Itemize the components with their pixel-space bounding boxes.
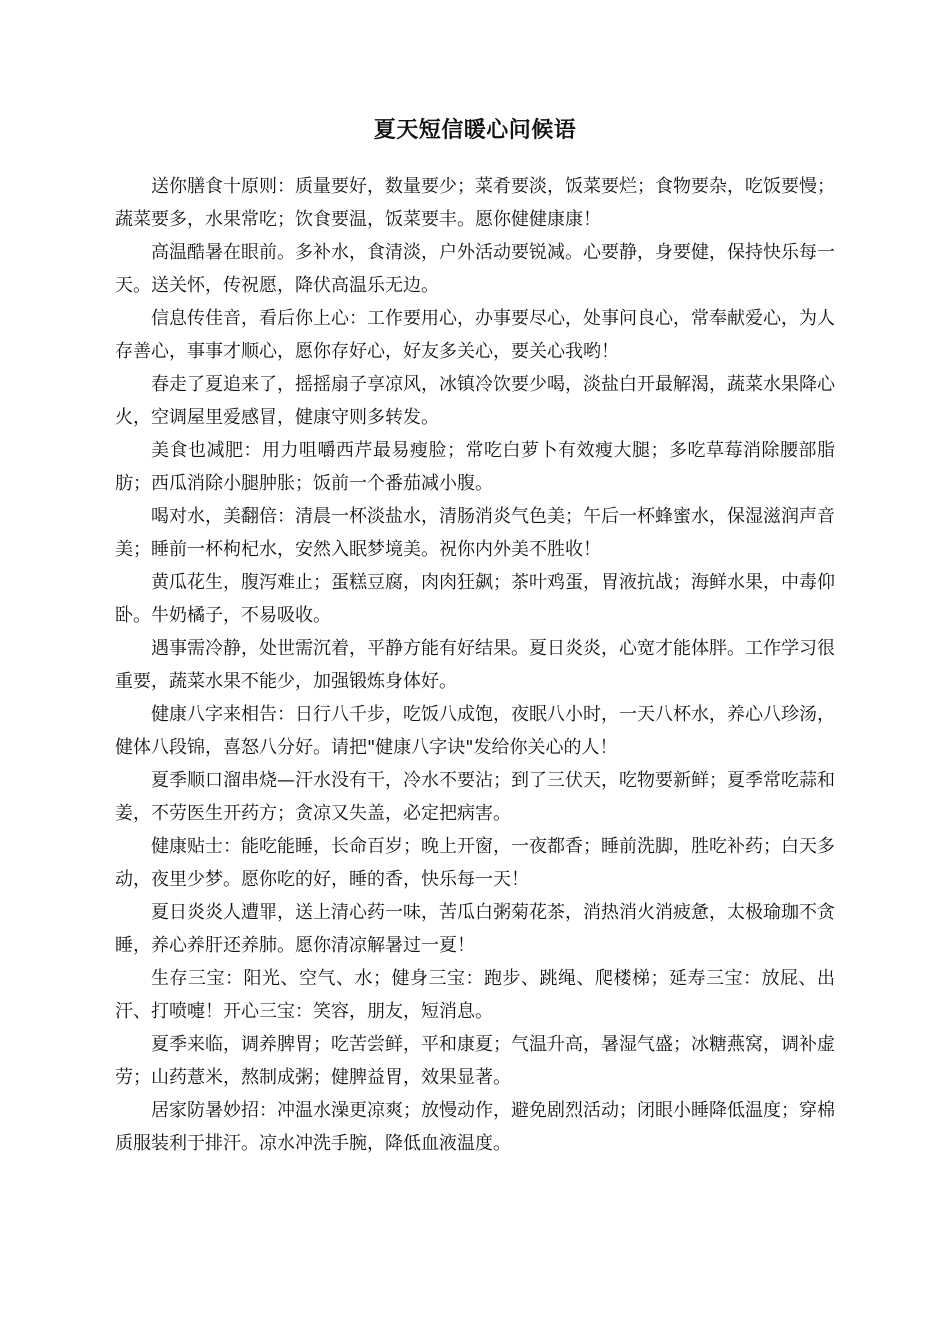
paragraph: 送你膳食十原则：质量要好，数量要少；菜肴要淡，饭菜要烂；食物要杂，吃饭要慢；蔬菜要多，水果常吃；饮食要温，饭菜要丰。愿你健健康康！ — [115, 176, 835, 230]
document-body — [115, 170, 835, 1160]
paragraph: 健康贴士：能吃能睡，长命百岁；晚上开窗，一夜都香；睡前洗脚，胜吃补药；白天多动，夜里少梦。愿你吃的好，睡的香，快乐每一天！ — [115, 836, 835, 890]
paragraph: 夏季顺口溜串烧—汗水没有干，冷水不要沾；到了三伏天，吃物要新鲜；夏季常吃蒜和姜，不劳医生开药方；贪凉又失盖，必定把病害。 — [115, 770, 835, 824]
paragraph: 夏季来临，调养脾胃；吃苦尝鲜，平和康夏；气温升高，暑湿气盛；冰糖燕窝，调补虚劳；山药薏米，熬制成粥；健脾益胃，效果显著。 — [115, 1034, 835, 1088]
paragraph: 高温酷暑在眼前。多补水，食清淡，户外活动要锐减。心要静，身要健，保持快乐每一天。送关怀，传祝愿，降伏高温乐无边。 — [115, 242, 835, 296]
paragraph: 信息传佳音，看后你上心：工作要用心，办事要尽心，处事问良心，常奉献爱心，为人存善心，事事才顺心，愿你存好心，好友多关心，要关心我哟！ — [115, 308, 835, 362]
paragraph: 遇事需冷静，处世需沉着，平静方能有好结果。夏日炎炎，心宽才能体胖。工作学习很重要，蔬菜水果不能少，加强锻炼身体好。 — [115, 638, 835, 692]
paragraph: 喝对水，美翻倍：清晨一杯淡盐水，清肠消炎气色美；午后一杯蜂蜜水，保湿滋润声音美；睡前一杯枸杞水，安然入眠梦境美。祝你内外美不胜收！ — [115, 506, 835, 560]
paragraph: 美食也减肥：用力咀嚼西芹最易瘦脸；常吃白萝卜有效瘦大腿；多吃草莓消除腰部脂肪；西瓜消除小腿肿胀；饭前一个番茄减小腹。 — [115, 440, 835, 494]
paragraph: 健康八字来相告：日行八千步，吃饭八成饱，夜眠八小时，一天八杯水，养心八珍汤，健体八段锦，喜怒八分好。请把"健康八字诀"发给你关心的人！ — [115, 704, 835, 758]
paragraph: 黄瓜花生，腹泻难止；蛋糕豆腐，肉肉狂飙；茶叶鸡蛋，胃液抗战；海鲜水果，中毒仰卧。牛奶橘子，不易吸收。 — [115, 572, 835, 626]
paragraph: 生存三宝：阳光、空气、水；健身三宝：跑步、跳绳、爬楼梯；延寿三宝：放屁、出汗、打喷嚏！开心三宝：笑容，朋友，短消息。 — [115, 968, 835, 1022]
document-title: 夏天短信暖心问候语 — [373, 118, 577, 143]
paragraph: 春走了夏追来了，摇摇扇子享凉风，冰镇冷饮要少喝，淡盐白开最解渴，蔬菜水果降心火，空调屋里爱感冒，健康守则多转发。 — [115, 374, 835, 428]
paragraph: 居家防暑妙招：冲温水澡更凉爽；放慢动作，避免剧烈活动；闭眼小睡降低温度；穿棉质服装利于排汗。凉水冲洗手腕，降低血液温度。 — [115, 1100, 835, 1154]
paragraph: 夏日炎炎人遭罪，送上清心药一味，苦瓜白粥菊花茶，消热消火消疲惫，太极瑜珈不贪睡，养心养肝还养肺。愿你清凉解暑过一夏！ — [115, 902, 835, 956]
